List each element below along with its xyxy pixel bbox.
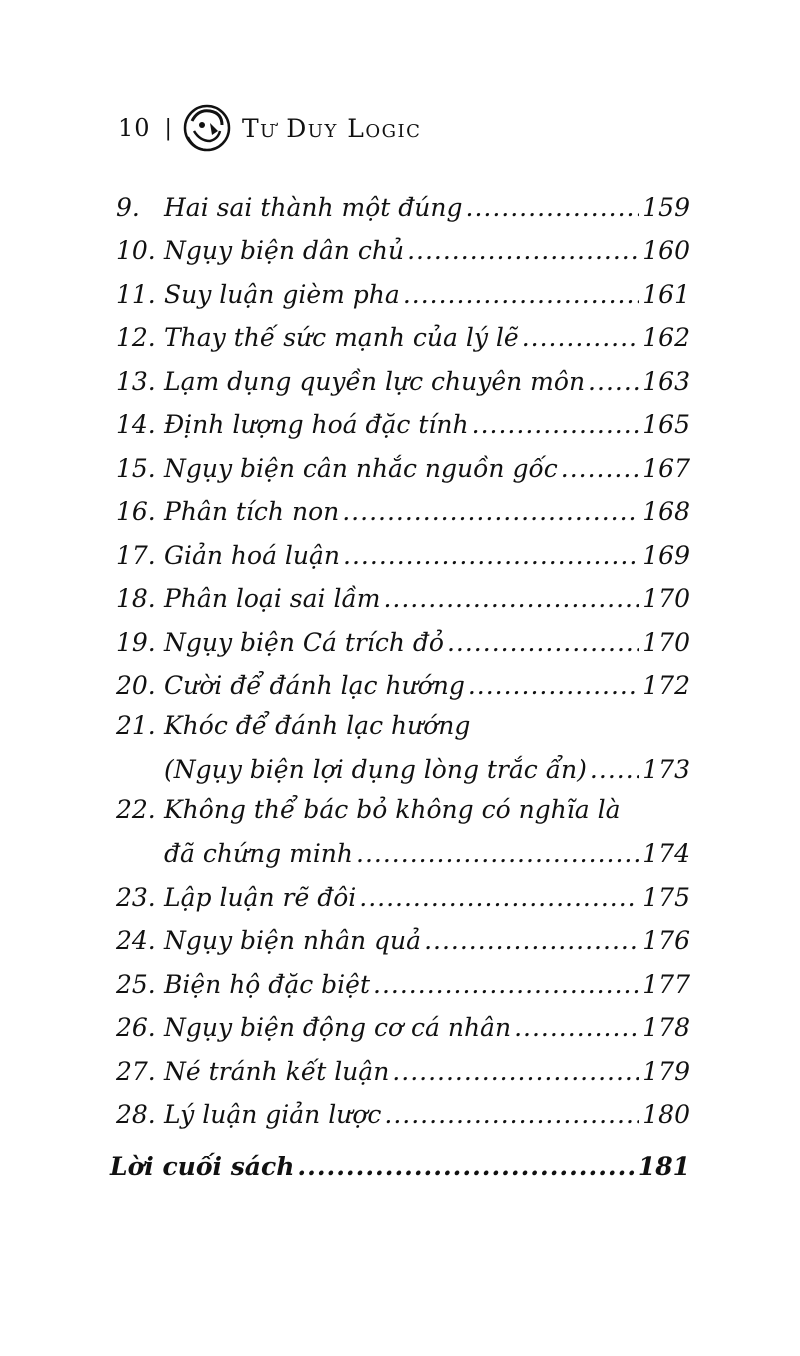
entry-title: Lập luận rẽ đôi <box>164 882 357 912</box>
entry-page: 170 <box>642 627 690 657</box>
entry-number: 24. <box>116 926 156 955</box>
entry-title: Lý luận giản lược <box>164 1100 382 1129</box>
entry-page: 180 <box>642 1100 690 1129</box>
entry-number: 19. <box>116 627 156 657</box>
entry-page: 175 <box>642 882 690 912</box>
entry-title-line2: (Ngụy biện lợi dụng lòng trắc ẩn) <box>164 755 587 784</box>
entry-title-line2: đã chứng minh <box>164 839 354 868</box>
entry-page: 159 <box>642 192 690 222</box>
toc-entry <box>110 570 690 614</box>
entry-page: 172 <box>642 671 690 700</box>
entry-page: 170 <box>642 584 690 613</box>
entry-number: 9. <box>116 192 140 222</box>
entry-page: 160 <box>642 236 690 265</box>
dot-leader <box>588 367 639 396</box>
dot-leader <box>590 755 639 784</box>
entry-number: 28. <box>116 1100 156 1129</box>
entry-number: 26. <box>116 1013 156 1042</box>
entry-number: 15. <box>116 453 156 483</box>
entry-page: 167 <box>642 453 690 483</box>
header-separator: | <box>164 115 172 141</box>
dot-leader <box>356 839 639 868</box>
entry-title: Hai sai thành một đúng <box>164 192 463 222</box>
entry-title: Ngụy biện nhân quả <box>164 926 422 955</box>
closing-title: Lời cuối sách <box>110 1152 295 1181</box>
entry-number: 10. <box>116 236 156 265</box>
dot-leader <box>392 1057 639 1086</box>
entry-number: 14. <box>116 410 156 439</box>
toc-entry <box>110 657 690 701</box>
entry-title: Giản hoá luận <box>164 540 341 570</box>
dot-leader <box>403 280 639 309</box>
entry-number: 21. <box>116 711 156 740</box>
page-number: 10 <box>118 114 151 142</box>
toc-entry <box>110 396 690 440</box>
entry-number: 11. <box>116 279 156 309</box>
entry-page: 173 <box>642 755 690 784</box>
entry-title: Ngụy biện cân nhắc nguồn gốc <box>164 453 558 483</box>
entry-number: 16. <box>116 497 156 526</box>
dot-leader <box>468 671 639 700</box>
dot-leader <box>472 410 640 439</box>
entry-page: 163 <box>642 366 690 396</box>
toc-entry <box>110 1042 690 1086</box>
entry-page: 177 <box>642 969 690 999</box>
entry-title: Ngụy biện dân chủ <box>164 236 405 265</box>
entry-number: 22. <box>116 795 156 824</box>
dot-leader <box>561 454 640 483</box>
toc-entry-closing <box>110 1137 690 1181</box>
toc-entry <box>110 613 690 657</box>
dot-leader <box>297 1152 634 1181</box>
entry-page: 162 <box>642 323 690 352</box>
toc-entry <box>110 955 690 999</box>
toc-entry <box>110 309 690 353</box>
dot-leader <box>373 970 639 999</box>
entry-number: 17. <box>116 540 156 570</box>
dot-leader <box>343 541 639 570</box>
entry-page: 178 <box>642 1013 690 1042</box>
entry-page: 174 <box>642 839 690 868</box>
toc-entry <box>110 999 690 1043</box>
toc-entry <box>110 483 690 527</box>
toc-entry <box>110 439 690 483</box>
entry-title: Định lượng hoá đặc tính <box>164 410 469 439</box>
dot-leader <box>522 323 640 352</box>
entry-number: 12. <box>116 323 156 352</box>
toc-entry <box>110 526 690 570</box>
dot-leader <box>466 193 640 222</box>
toc-entry <box>110 352 690 396</box>
toc-entry <box>110 912 690 956</box>
entry-title-line1: Khóc để đánh lạc hướng <box>164 711 471 740</box>
toc-entry <box>110 265 690 309</box>
entry-title: Biện hộ đặc biệt <box>164 969 371 999</box>
closing-page: 181 <box>637 1152 690 1181</box>
entry-number: 27. <box>116 1056 156 1086</box>
toc-entry <box>110 222 690 266</box>
toc-entry <box>110 178 690 222</box>
entry-number: 13. <box>116 366 156 396</box>
table-of-contents <box>110 178 690 1181</box>
entry-number: 23. <box>116 882 156 912</box>
entry-page: 176 <box>642 926 690 955</box>
toc-entry <box>110 868 690 912</box>
entry-title: Né tránh kết luận <box>164 1056 390 1086</box>
entry-page: 165 <box>642 410 690 439</box>
entry-title: Ngụy biện Cá trích đỏ <box>164 627 444 657</box>
dot-leader <box>359 883 639 912</box>
dot-leader <box>514 1013 639 1042</box>
entry-number: 18. <box>116 584 156 613</box>
dot-leader <box>447 628 639 657</box>
entry-page: 168 <box>642 497 690 526</box>
entry-title: Cười để đánh lạc hướng <box>164 671 465 700</box>
entry-number: 25. <box>116 969 156 999</box>
dot-leader <box>342 497 639 526</box>
dot-leader <box>384 1100 639 1129</box>
entry-page: 179 <box>642 1056 690 1086</box>
dot-leader <box>383 584 639 613</box>
entry-number: 20. <box>116 671 156 700</box>
entry-title: Suy luận gièm pha <box>164 279 400 309</box>
entry-title: Ngụy biện động cơ cá nhân <box>164 1013 512 1042</box>
dot-leader <box>424 926 639 955</box>
entry-title: Lạm dụng quyền lực chuyên môn <box>164 366 586 396</box>
entry-title-line1: Không thể bác bỏ không có nghĩa là <box>164 795 621 824</box>
running-header <box>118 100 421 156</box>
toc-entry <box>110 1086 690 1130</box>
entry-title: Phân tích non <box>164 497 340 526</box>
entry-title: Phân loại sai lầm <box>164 584 381 613</box>
book-title: Tư Duy Logic <box>241 113 422 143</box>
toc-entry <box>110 784 690 868</box>
entry-title: Thay thế sức mạnh của lý lẽ <box>164 323 519 352</box>
entry-page: 161 <box>642 279 690 309</box>
dot-leader <box>407 236 639 265</box>
entry-page: 169 <box>642 540 690 570</box>
thinker-head-icon <box>180 101 234 155</box>
toc-entry <box>110 700 690 784</box>
